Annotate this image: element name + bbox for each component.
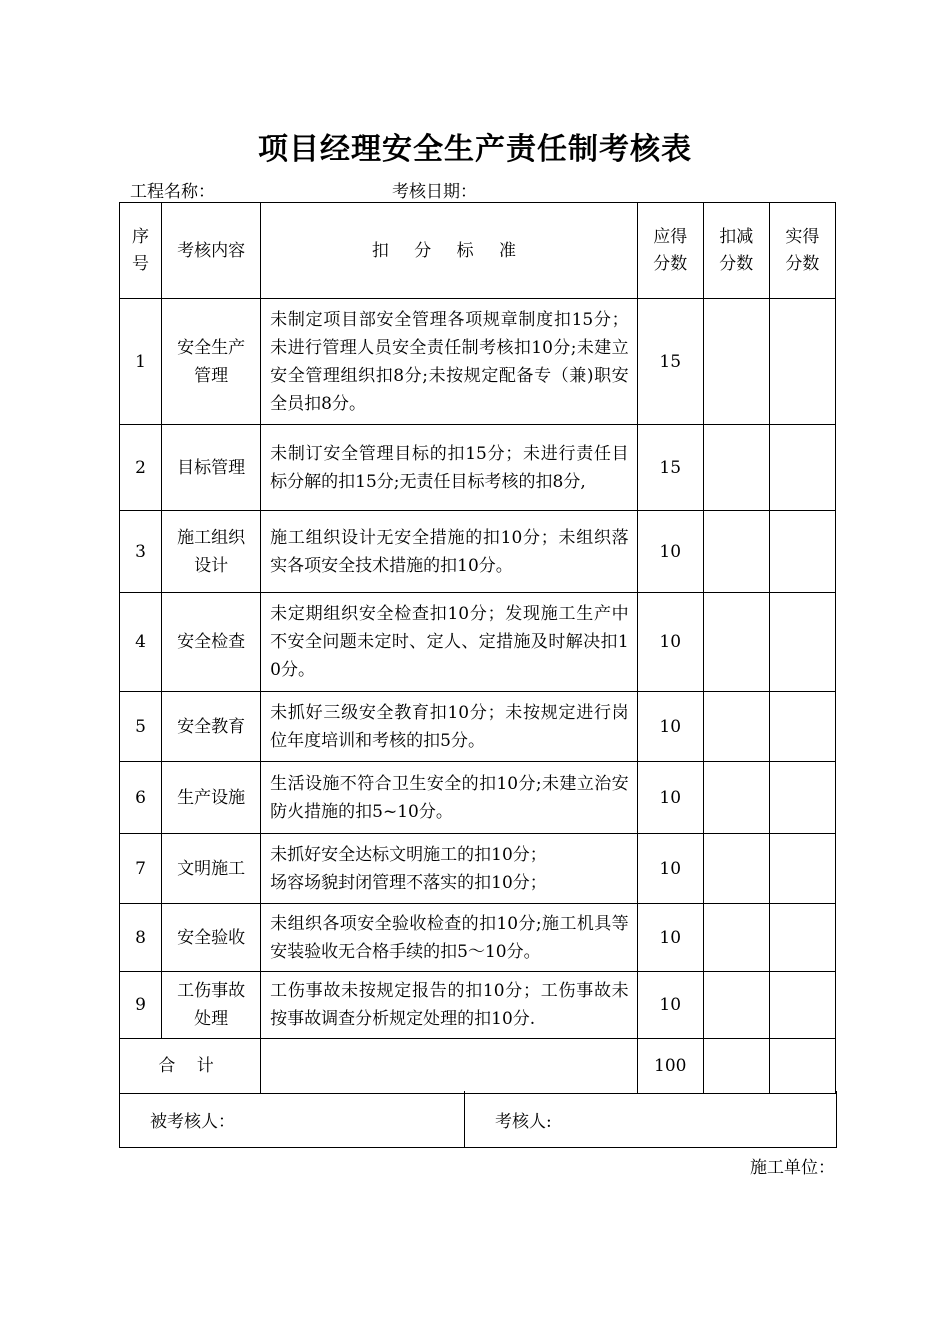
row-standard: 未组织各项安全验收检查的扣10分;施工机具等安装验收无合格手续的扣5～10分。 (261, 904, 638, 972)
row-standard: 未制定项目部安全管理各项规章制度扣15分；未进行管理人员安全责任制考核扣10分;未建立安全管理组织扣8分;未按规定配备专（兼)职安全员扣8分。 (261, 299, 638, 425)
row-due-score: 10 (637, 593, 703, 692)
row-content: 安全检查 (162, 593, 261, 692)
row-actual-score-cell[interactable] (769, 425, 835, 511)
row-actual-score-cell[interactable] (769, 762, 835, 834)
row-standard: 施工组织设计无安全措施的扣10分；未组织落实各项安全技术措施的扣10分。 (261, 511, 638, 593)
row-due-score: 10 (637, 692, 703, 762)
row-due-score: 10 (637, 834, 703, 904)
row-standard: 未制订安全管理目标的扣15分；未进行责任目标分解的扣15分;无责任目标考核的扣8分, (261, 425, 638, 511)
row-seq: 3 (120, 511, 162, 593)
row-actual-score-cell[interactable] (769, 593, 835, 692)
row-content: 安全验收 (162, 904, 261, 972)
assessee-signature-field[interactable]: 被考核人： (120, 1091, 465, 1148)
table-row (120, 692, 836, 762)
row-deducted-score-cell[interactable] (703, 762, 769, 834)
row-deducted-score-cell[interactable] (703, 972, 769, 1039)
row-deducted-score-cell[interactable] (703, 511, 769, 593)
page-title: 项目经理安全生产责任制考核表 (258, 132, 692, 167)
row-actual-score-cell[interactable] (769, 904, 835, 972)
table-header-row (120, 203, 836, 299)
header-standard: 扣 分 标 准 (261, 203, 638, 299)
row-content: 文明施工 (162, 834, 261, 904)
table-row (120, 511, 836, 593)
table-row (120, 972, 836, 1039)
row-standard: 未抓好三级安全教育扣10分；未按规定进行岗位年度培训和考核的扣5分。 (261, 692, 638, 762)
total-row (120, 1039, 836, 1094)
row-due-score: 15 (637, 299, 703, 425)
header-deducted-score: 扣减分数 (703, 203, 769, 299)
table-row (120, 425, 836, 511)
row-seq: 8 (120, 904, 162, 972)
header-actual-score: 实得分数 (769, 203, 835, 299)
row-due-score: 10 (637, 972, 703, 1039)
assessment-table (119, 202, 836, 1094)
row-deducted-score-cell[interactable] (703, 299, 769, 425)
table-row (120, 762, 836, 834)
row-content: 目标管理 (162, 425, 261, 511)
row-standard: 生活设施不符合卫生安全的扣10分;未建立治安防火措施的扣5~10分。 (261, 762, 638, 834)
row-due-score: 15 (637, 425, 703, 511)
row-content: 安全教育 (162, 692, 261, 762)
row-deducted-score-cell[interactable] (703, 593, 769, 692)
row-content: 安全生产管理 (162, 299, 261, 425)
row-standard (261, 834, 638, 904)
row-due-score: 10 (637, 904, 703, 972)
header-due-score: 应得分数 (637, 203, 703, 299)
project-name-label: 工程名称： (130, 182, 215, 202)
row-actual-score-cell[interactable] (769, 834, 835, 904)
row-standard: 未定期组织安全检查扣10分；发现施工生产中不安全问题未定时、定人、定措施及时解决扣10分。 (261, 593, 638, 692)
header-content: 考核内容 (162, 203, 261, 299)
row-deducted-score-cell[interactable] (703, 692, 769, 762)
row-content: 生产设施 (162, 762, 261, 834)
row-seq: 2 (120, 425, 162, 511)
row-seq: 6 (120, 762, 162, 834)
row-deducted-score-cell[interactable] (703, 425, 769, 511)
row-content: 施工组织设计 (162, 511, 261, 593)
row-actual-score-cell[interactable] (769, 972, 835, 1039)
row-due-score: 10 (637, 762, 703, 834)
row-standard-line: 未抓好安全达标文明施工的扣10分； (270, 844, 547, 865)
row-seq: 5 (120, 692, 162, 762)
table-row (120, 299, 836, 425)
row-deducted-score-cell[interactable] (703, 834, 769, 904)
row-standard: 工伤事故未按规定报告的扣10分；工伤事故未按事故调查分析规定处理的扣10分. (261, 972, 638, 1039)
assessor-signature-field[interactable]: 考核人: (465, 1091, 837, 1148)
row-seq: 9 (120, 972, 162, 1039)
total-label: 合 计 (120, 1039, 261, 1094)
row-actual-score-cell[interactable] (769, 692, 835, 762)
table-row (120, 593, 836, 692)
row-actual-score-cell[interactable] (769, 299, 835, 425)
row-seq: 7 (120, 834, 162, 904)
construction-unit-label: 施工单位： (750, 1158, 835, 1178)
row-seq: 1 (120, 299, 162, 425)
total-due-score: 100 (637, 1039, 703, 1094)
header-seq: 序号 (120, 203, 162, 299)
table-row (120, 904, 836, 972)
row-standard-line: 场容场貌封闭管理不落实的扣10分； (270, 872, 547, 893)
row-content: 工伤事故处理 (162, 972, 261, 1039)
total-actual-score-cell[interactable] (769, 1039, 835, 1094)
row-seq: 4 (120, 593, 162, 692)
total-standard-cell (261, 1039, 638, 1094)
total-deducted-score-cell[interactable] (703, 1039, 769, 1094)
row-actual-score-cell[interactable] (769, 511, 835, 593)
row-due-score: 10 (637, 511, 703, 593)
assessment-date-label: 考核日期： (392, 182, 477, 202)
table-row (120, 834, 836, 904)
signature-table (119, 1091, 837, 1148)
row-deducted-score-cell[interactable] (703, 904, 769, 972)
